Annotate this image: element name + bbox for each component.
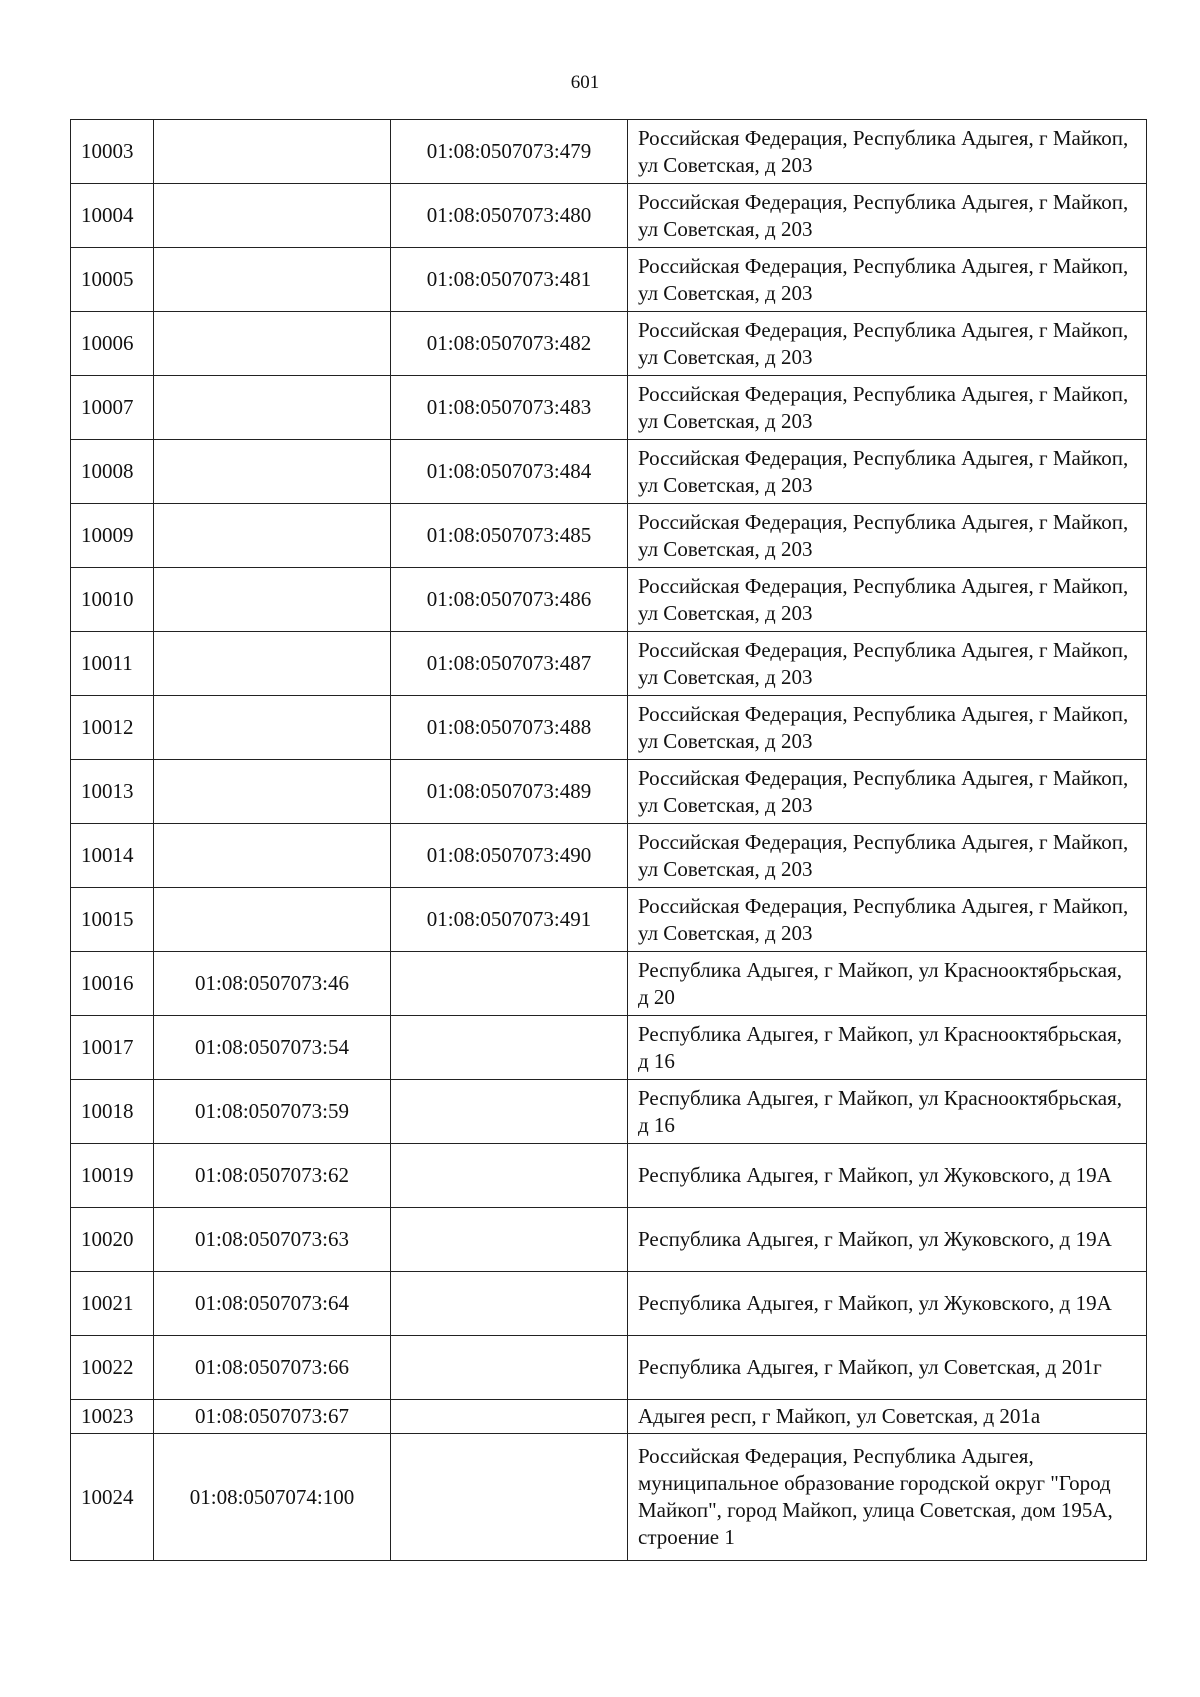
row-number-cell: 10014	[71, 824, 154, 888]
row-number-cell: 10015	[71, 888, 154, 952]
building-cadastral-number-cell: 01:08:0507073:484	[391, 440, 628, 504]
building-cadastral-number-cell: 01:08:0507073:491	[391, 888, 628, 952]
building-cadastral-number-cell: 01:08:0507073:488	[391, 696, 628, 760]
table-row	[71, 1208, 1147, 1272]
row-number-cell: 10012	[71, 696, 154, 760]
building-cadastral-number-cell: 01:08:0507073:487	[391, 632, 628, 696]
row-number-cell: 10022	[71, 1336, 154, 1400]
building-cadastral-number-cell: 01:08:0507073:485	[391, 504, 628, 568]
land-cadastral-number-cell: 01:08:0507073:63	[154, 1208, 391, 1272]
address-cell: Республика Адыгея, г Майкоп, ул Жуковского, д 19А	[628, 1144, 1147, 1208]
address-cell: Российская Федерация, Республика Адыгея, г Майкоп, ул Советская, д 203	[628, 312, 1147, 376]
row-number-cell: 10013	[71, 760, 154, 824]
land-cadastral-number-cell: 01:08:0507073:59	[154, 1080, 391, 1144]
address-cell: Российская Федерация, Республика Адыгея, г Майкоп, ул Советская, д 203	[628, 184, 1147, 248]
building-cadastral-number-cell: 01:08:0507073:479	[391, 120, 628, 184]
address-cell: Республика Адыгея, г Майкоп, ул Краснооктябрьская, д 20	[628, 952, 1147, 1016]
row-number-cell: 10003	[71, 120, 154, 184]
building-cadastral-number-cell: 01:08:0507073:482	[391, 312, 628, 376]
address-cell: Российская Федерация, Республика Адыгея, г Майкоп, ул Советская, д 203	[628, 824, 1147, 888]
row-number-cell: 10011	[71, 632, 154, 696]
table-row	[71, 504, 1147, 568]
land-cadastral-number-cell: 01:08:0507073:67	[154, 1400, 391, 1434]
table-row	[71, 632, 1147, 696]
building-cadastral-number-cell	[391, 1400, 628, 1434]
table-row	[71, 376, 1147, 440]
land-cadastral-number-cell	[154, 824, 391, 888]
table-row	[71, 1272, 1147, 1336]
address-cell: Российская Федерация, Республика Адыгея, г Майкоп, ул Советская, д 203	[628, 504, 1147, 568]
building-cadastral-number-cell: 01:08:0507073:490	[391, 824, 628, 888]
building-cadastral-number-cell	[391, 1144, 628, 1208]
building-cadastral-number-cell	[391, 1080, 628, 1144]
land-cadastral-number-cell	[154, 888, 391, 952]
land-cadastral-number-cell	[154, 312, 391, 376]
address-cell: Республика Адыгея, г Майкоп, ул Жуковского, д 19А	[628, 1272, 1147, 1336]
land-cadastral-number-cell: 01:08:0507073:46	[154, 952, 391, 1016]
land-cadastral-number-cell: 01:08:0507073:62	[154, 1144, 391, 1208]
land-cadastral-number-cell	[154, 248, 391, 312]
land-cadastral-number-cell: 01:08:0507073:54	[154, 1016, 391, 1080]
row-number-cell: 10024	[71, 1434, 154, 1561]
address-cell: Адыгея респ, г Майкоп, ул Советская, д 201а	[628, 1400, 1147, 1434]
land-cadastral-number-cell: 01:08:0507073:66	[154, 1336, 391, 1400]
building-cadastral-number-cell	[391, 1208, 628, 1272]
table-row	[71, 952, 1147, 1016]
table-row	[71, 568, 1147, 632]
row-number-cell: 10021	[71, 1272, 154, 1336]
table-row	[71, 248, 1147, 312]
address-cell: Российская Федерация, Республика Адыгея, г Майкоп, ул Советская, д 203	[628, 440, 1147, 504]
building-cadastral-number-cell	[391, 1016, 628, 1080]
table-row	[71, 888, 1147, 952]
land-cadastral-number-cell	[154, 440, 391, 504]
building-cadastral-number-cell	[391, 952, 628, 1016]
address-cell: Российская Федерация, Республика Адыгея, г Майкоп, ул Советская, д 203	[628, 632, 1147, 696]
table-row	[71, 1336, 1147, 1400]
land-cadastral-number-cell	[154, 760, 391, 824]
land-cadastral-number-cell	[154, 376, 391, 440]
address-cell: Республика Адыгея, г Майкоп, ул Жуковского, д 19А	[628, 1208, 1147, 1272]
address-cell: Российская Федерация, Республика Адыгея, г Майкоп, ул Советская, д 203	[628, 568, 1147, 632]
row-number-cell: 10017	[71, 1016, 154, 1080]
address-cell: Российская Федерация, Республика Адыгея, г Майкоп, ул Советская, д 203	[628, 376, 1147, 440]
table-row	[71, 312, 1147, 376]
page-number: 601	[570, 72, 600, 93]
row-number-cell: 10005	[71, 248, 154, 312]
registry-table	[70, 119, 1147, 1561]
land-cadastral-number-cell	[154, 696, 391, 760]
address-cell: Республика Адыгея, г Майкоп, ул Краснооктябрьская, д 16	[628, 1080, 1147, 1144]
building-cadastral-number-cell: 01:08:0507073:489	[391, 760, 628, 824]
table-row	[71, 1016, 1147, 1080]
row-number-cell: 10004	[71, 184, 154, 248]
table-row	[71, 120, 1147, 184]
building-cadastral-number-cell: 01:08:0507073:486	[391, 568, 628, 632]
address-cell: Российская Федерация, Республика Адыгея, г Майкоп, ул Советская, д 203	[628, 696, 1147, 760]
row-number-cell: 10019	[71, 1144, 154, 1208]
building-cadastral-number-cell: 01:08:0507073:481	[391, 248, 628, 312]
land-cadastral-number-cell: 01:08:0507074:100	[154, 1434, 391, 1561]
address-cell: Российская Федерация, Республика Адыгея, г Майкоп, ул Советская, д 203	[628, 888, 1147, 952]
row-number-cell: 10023	[71, 1400, 154, 1434]
building-cadastral-number-cell	[391, 1272, 628, 1336]
land-cadastral-number-cell	[154, 632, 391, 696]
land-cadastral-number-cell: 01:08:0507073:64	[154, 1272, 391, 1336]
row-number-cell: 10018	[71, 1080, 154, 1144]
land-cadastral-number-cell	[154, 504, 391, 568]
table-row	[71, 1434, 1147, 1561]
row-number-cell: 10009	[71, 504, 154, 568]
row-number-cell: 10010	[71, 568, 154, 632]
table-row	[71, 184, 1147, 248]
row-number-cell: 10008	[71, 440, 154, 504]
table-row	[71, 1400, 1147, 1434]
address-cell: Республика Адыгея, г Майкоп, ул Краснооктябрьская, д 16	[628, 1016, 1147, 1080]
table-row	[71, 760, 1147, 824]
building-cadastral-number-cell	[391, 1336, 628, 1400]
row-number-cell: 10006	[71, 312, 154, 376]
address-cell: Российская Федерация, Республика Адыгея, г Майкоп, ул Советская, д 203	[628, 760, 1147, 824]
address-cell: Российская Федерация, Республика Адыгея, муниципальное образование городской округ "Город Майкоп", город Майкоп, улица Советская, дом 195А, строение 1	[628, 1434, 1147, 1561]
building-cadastral-number-cell: 01:08:0507073:483	[391, 376, 628, 440]
building-cadastral-number-cell: 01:08:0507073:480	[391, 184, 628, 248]
table-row	[71, 440, 1147, 504]
row-number-cell: 10020	[71, 1208, 154, 1272]
table-row	[71, 1080, 1147, 1144]
address-cell: Республика Адыгея, г Майкоп, ул Советская, д 201г	[628, 1336, 1147, 1400]
table-row	[71, 824, 1147, 888]
address-cell: Российская Федерация, Республика Адыгея, г Майкоп, ул Советская, д 203	[628, 248, 1147, 312]
table-row	[71, 696, 1147, 760]
row-number-cell: 10007	[71, 376, 154, 440]
row-number-cell: 10016	[71, 952, 154, 1016]
table-row	[71, 1144, 1147, 1208]
address-cell: Российская Федерация, Республика Адыгея, г Майкоп, ул Советская, д 203	[628, 120, 1147, 184]
land-cadastral-number-cell	[154, 120, 391, 184]
land-cadastral-number-cell	[154, 568, 391, 632]
building-cadastral-number-cell	[391, 1434, 628, 1561]
land-cadastral-number-cell	[154, 184, 391, 248]
